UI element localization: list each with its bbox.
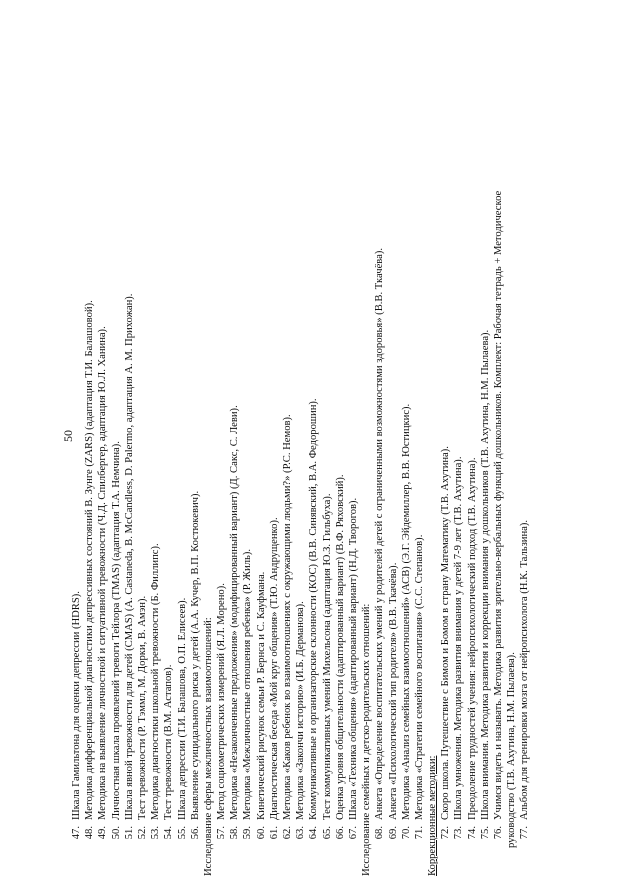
list-item (215, 20, 228, 876)
list-item (334, 20, 347, 876)
list-item (83, 20, 96, 876)
list-item-number: 73. (453, 826, 465, 840)
list-item-text: Методика «Каков ребенок во взаимоотношениях с окружающими людьми?» (Р.С. Немов). (282, 414, 293, 820)
list-item-number: 49. (97, 826, 109, 840)
list-item-text: Методика «Стратегии семейного воспитания» (С.С. Степанов). (413, 534, 425, 820)
list-item-text: Тест коммуникативных умений Михельсона (адаптация Ю.З. Гильбуха). (321, 493, 333, 820)
list-item-text-continued: руководство (Т.В. Ахутина, Н.М. Пылаева). (506, 652, 518, 848)
list-item-text: Методика на выявление личностной и ситуативной тревожности (Ч.Д. Спилбергер, адаптация Ю.Л. Ханина). (97, 326, 109, 820)
section-heading-text: Коррекционные методики: (427, 755, 439, 876)
list-item-number: 62. (282, 826, 293, 840)
list-item-number: 77. (519, 826, 531, 840)
list-item (228, 20, 241, 876)
list-item-text: Методика «Межличностные отношения ребенка» (Р. Жиль). (242, 548, 254, 820)
list-item-number: 71. (413, 826, 425, 840)
list-item-number: 52. (136, 826, 148, 840)
list-item (452, 20, 465, 876)
list-item (268, 20, 281, 876)
list-item (281, 20, 294, 876)
list-item-text: Метод социометрических измерений (Я.Л. Морено). (216, 583, 228, 820)
list-item-number: 66. (334, 826, 346, 840)
list-item-number: 75. (479, 826, 491, 840)
list-item (347, 20, 360, 876)
list-item-number: 59. (242, 826, 254, 840)
list-item-text: Методика диагностики школьной тревожности (Б. Филлипс). (150, 543, 162, 820)
list-item-number: 54. (163, 826, 175, 840)
section-heading (360, 20, 373, 876)
list-item-text: Скоро школа. Путешествие с Бимом и Бомом в страну Математику (Т.В. Ахутина). (440, 446, 452, 820)
section-heading-text: Исследование семейных и детско-родительских отношений: (361, 603, 373, 876)
list-item-text: Коммуникативные и организаторские склонности (КОС) (В.В. Синявский, В.А. Федорошин). (308, 398, 320, 820)
section-heading-text: Исследование сферы межличностных взаимоотношений: (202, 617, 214, 876)
list-item-text: Школа внимания. Методика развития и коррекции внимания у дошкольников (Т.В. Ахутина, Н.М. Пылаева). (479, 329, 491, 820)
list-item (136, 20, 149, 876)
list-item-text: Шкала «Техника общения» (адаптированный вариант) (Н.Д. Творогов). (347, 497, 359, 820)
list-item-number: 50. (110, 826, 122, 840)
list-item (387, 20, 400, 876)
list-item-number: 70. (400, 826, 412, 840)
list-item-number: 65. (321, 826, 333, 840)
list-item-number: 55. (176, 826, 188, 840)
list-item (373, 20, 386, 876)
list-item-text: Анкета «Психологический тип родителя» (В.В. Ткачёва). (387, 562, 399, 820)
list-item-text: Преодоление трудностей учения: нейропсихологический подход (Т.В. Ахутина). (466, 457, 478, 820)
list-item-text: Учимся видеть и называть. Методика развития зрительно-вербальных функций дошкольников. Комплект: Рабочая тетрадь + Методическое (493, 190, 504, 820)
list-item-number: 48. (84, 826, 96, 840)
list-item-text: Шкала явной тревожности для детей (CMAS) (A. Castaneda, B. McCandless, D. Palermo, адаптация А. М. Прихожан). (123, 293, 135, 820)
list-item (110, 20, 123, 876)
list-item-number: 51. (123, 826, 135, 840)
list-item-number: 69. (387, 826, 399, 840)
list-item (149, 20, 162, 876)
list-item-text: Шкала депрессии (Т.И. Балашова, О.П. Елисеев). (176, 597, 188, 820)
list-item (307, 20, 320, 876)
list-item-number: 72. (440, 826, 452, 840)
section-heading (426, 20, 439, 876)
list-item (294, 20, 307, 876)
list-item-number: 74. (466, 826, 478, 840)
list-item-number: 61. (268, 826, 280, 840)
list-item-text: Личностная шкала проявлений тревоги Тейлора (TMAS) (адаптация Т.А. Немчина). (110, 441, 122, 820)
list-item-number: 64. (308, 826, 320, 840)
list-item-number: 68. (374, 826, 386, 840)
list-item-number: 56. (189, 826, 201, 840)
list-item-number: 76. (493, 826, 504, 840)
list-item (439, 20, 452, 876)
list-item-number: 60. (255, 826, 267, 840)
list-item (321, 20, 334, 876)
list-item-number: 57. (216, 826, 228, 840)
list-item (466, 20, 479, 876)
list-item-text: Методика «Незаконченные предложения» (модифицированный вариант) (Д. Сакс, С. Леви). (229, 405, 241, 820)
list-item (400, 20, 413, 876)
list-item (162, 20, 175, 876)
list-item-text: Кинетический рисунок семьи Р. Бернса и С. Кауфмана. (255, 571, 267, 820)
list-item-text: Оценка уровня общительности (адаптированный вариант) (В.Ф. Ряховский). (334, 474, 346, 820)
list-item (413, 20, 426, 876)
list-item (479, 20, 492, 876)
list-item-continuation (505, 20, 518, 876)
list-item (176, 20, 189, 876)
section-heading (202, 20, 215, 876)
list-item (518, 20, 531, 876)
list-item-text: Тест тревожности (Р. Тэммл, М. Дорки, В. Амэн). (136, 595, 148, 820)
list-item-text: Выявление суицидального риска у детей (А.А. Кучер, В.П. Костюкевич). (189, 490, 201, 820)
list-item-text: Анкета «Определение воспитательских умений у родителей детей с ограниченными возможностями здоровья» (В.В. Ткачёва). (374, 247, 386, 820)
page-number: 50 (61, 430, 75, 442)
list-item-text: Альбом для тренировки мозга от нейропсихолога (Н.К. Тальзина). (519, 520, 531, 820)
list-item (70, 20, 83, 876)
list-item-text: Тест тревожности (В.М. Астапов). (163, 664, 175, 820)
list-item-text: Школа умножения. Методика развития внимания у детей 7-9 лет (Т.В. Ахутина). (453, 456, 465, 820)
list-item-text: Методика «Закончи историю» (И.Б. Дерманова). (295, 601, 307, 820)
list-item-number: 47. (71, 826, 82, 840)
list-item (123, 20, 136, 876)
list-item-text: Диагностическая беседа «Мой круг общения» (Т.Ю. Андрущенко). (268, 517, 280, 820)
list-item-number: 58. (229, 826, 241, 840)
list-item-text: Методика «Анализ семейных взаимоотношений» (АСВ) (Э.Г. Эйдемиллер, В.В. Юстицкис). (400, 403, 412, 820)
list-item-number: 67. (347, 826, 359, 840)
list-item (241, 20, 254, 876)
list-item-text: Шкала Гамильтона для оценки депрессии (HDRS). (71, 591, 82, 820)
list-item (255, 20, 268, 876)
list-item (189, 20, 202, 876)
list-item (96, 20, 109, 876)
list-item-text: Методика дифференциальной диагностики депрессивных состояний В. Зунге (ZARS) (адаптация Т.И. Балашовой). (84, 300, 96, 820)
list-item (492, 20, 505, 876)
methods-list (70, 20, 532, 876)
list-item-number: 63. (295, 826, 307, 840)
list-item-number: 53. (150, 826, 162, 840)
